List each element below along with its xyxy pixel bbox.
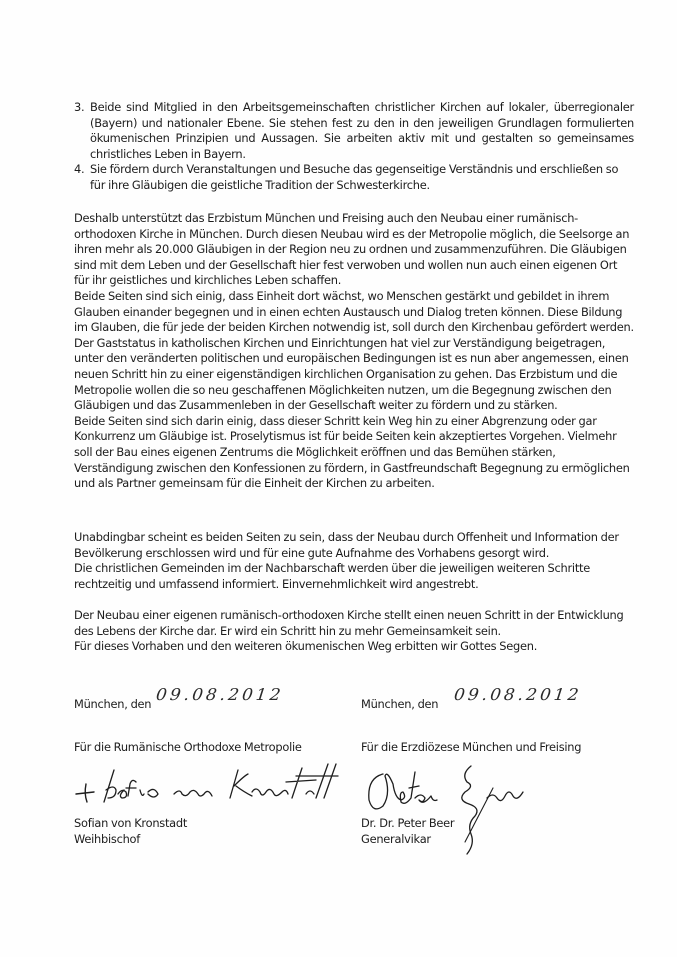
signer-name: Dr. Dr. Peter Beer (361, 816, 455, 830)
signer-name: Sofian von Kronstadt (74, 816, 188, 830)
body-section-support (74, 211, 634, 492)
numbered-list (74, 100, 634, 194)
paragraph: Die christlichen Gemeinden im der Nachbarschaft werden über die jeweiligen weiteren Schritte rechtzeitig und umfassend informiert. Einvernehmlichkeit wird angestrebt. (74, 561, 591, 591)
organization-label: Für die Rumänische Orthodoxe Metropolie (74, 740, 302, 754)
body-section-openness (74, 530, 634, 592)
list-item-text: Sie fördern durch Veranstaltungen und Besuche das gegenseitige Verständnis und erschließen so für ihre Gläubigen die geistliche Tradition der Schwesterkirche. (90, 162, 619, 192)
list-item (74, 100, 634, 162)
body-section-closing (74, 608, 634, 655)
date-line (74, 685, 344, 716)
date-label: München, den (74, 697, 152, 711)
signer-title: Generalvikar (361, 832, 431, 846)
list-item-text: Beide sind Mitglied in den Arbeitsgemeinschaften christlicher Kirchen auf lokaler, überregionaler (Bayern) und nationaler Ebene. Sie stehen fest zu den in den jeweiligen Grundlagen formulierten ökumenischen Prinzipien und Aussagen. Sie arbeiten aktiv mit und gestalten so gemeinsames christliches Leben in Bayern. (90, 100, 634, 161)
paragraph: Unabdingbar scheint es beiden Seiten zu sein, dass der Neubau durch Offenheit und Information der Bevölkerung erschlossen wird und für eine gute Aufnahme des Vorhabens gesorgt wird. (74, 530, 619, 560)
list-item-number: 3. (74, 100, 85, 114)
handwritten-date: 09.08.2012 (453, 685, 583, 705)
list-item (74, 162, 634, 193)
date-line (361, 685, 631, 716)
signature-block-erzdioezese (361, 685, 631, 846)
paragraph: Beide Seiten sind sich einig, dass Einheit dort wächst, wo Menschen gestärkt und gebildet in ihrem Glauben einander begegnen und in einen echten Austausch und Dialog treten können. Diese Bildung im Glauben, die für jede der beiden Kirchen notwendig ist, soll durch den Kirchenbau gefördert werden. (74, 288, 634, 335)
list-item-number: 4. (74, 162, 85, 177)
signer-title: Weihbischof (74, 832, 141, 846)
paragraph: Der Gaststatus in katholischen Kirchen und Einrichtungen hat viel zur Verständigung beigetragen, unter den veränderten politischen und europäischen Bedingungen ist es nun aber angemessen, einen neuen Schritt hin zu einer eigenständigen kirchlichen Organisation zu gehen. Das Erzbistum und die Metropolie wollen die so neu geschaffenen Möglichkeiten nutzen, um die Begegnung zwischen den Gläubigen und das Zusammenleben in der Gesellschaft weiter zu fördern und zu stärken. (74, 335, 629, 413)
date-label: München, den (361, 697, 439, 711)
paragraph: Für dieses Vorhaben und den weiteren ökumenischen Weg erbitten wir Gottes Segen. (74, 639, 538, 654)
paragraph: Deshalb unterstützt das Erzbistum München und Freising auch den Neubau einer rumänisch-orthodoxen Kirche in München. Durch diesen Neubau wird es der Metropolie möglich, die Seelsorge an ihren mehr als 20.000 Gläubigen in der Region neu zu ordnen und zusammenzuführen. Die Gläubigen sind mit dem Leben und der Gesellschaft hier fest verwoben und wollen nun auch einen eigenen Ort für ihr geistliches und kirchliches Leben schaffen. (74, 211, 630, 288)
paragraph: Der Neubau einer eigenen rumänisch-orthodoxen Kirche stellt einen neuen Schritt in der Entwicklung des Lebens der Kirche dar. Er wird ein Schritt hin zu mehr Gemeinsamkeit sein. (74, 608, 624, 638)
signature-block-metropolie (74, 685, 344, 846)
handwritten-date: 09.08.2012 (155, 685, 285, 705)
handwritten-signature-icon (70, 754, 340, 814)
organization-label: Für die Erzdiözese München und Freising (361, 740, 582, 754)
paragraph: Beide Seiten sind sich darin einig, dass dieser Schritt kein Weg hin zu einer Abgrenzung oder gar Konkurrenz um Gläubige ist. Proselytismus ist für beide Seiten kein akzeptiertes Vorgehen. Vielmehr soll der Bau eines eigenen Zentrums die Möglichkeit eröffnen und das Bemühen stärken, Verständigung zwischen den Konfessionen zu fördern, in Gastfreundschaft Begegnung zu ermöglichen und als Partner gemeinsam für die Einheit der Kirchen zu arbeiten. (74, 413, 630, 491)
